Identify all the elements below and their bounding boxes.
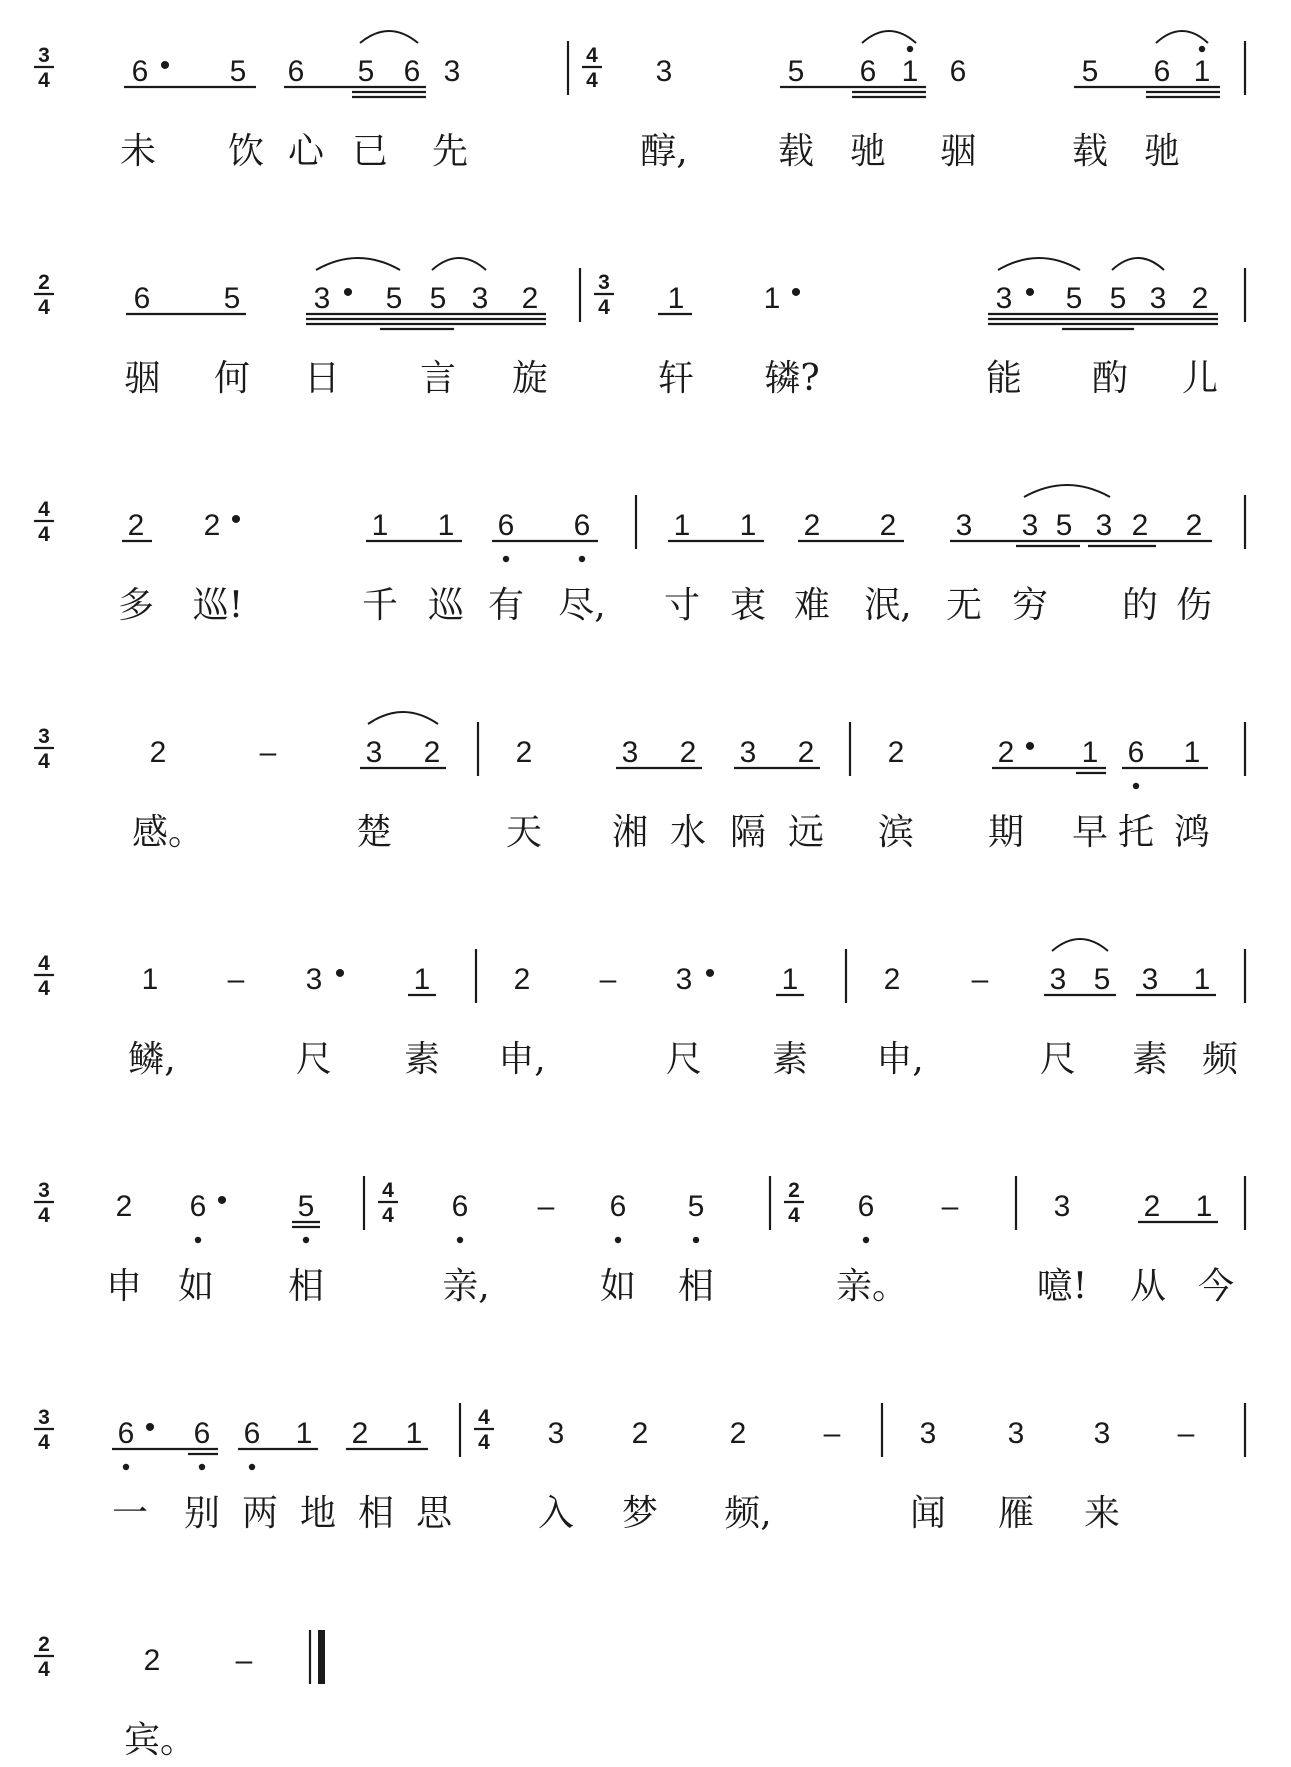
note: 2 — [879, 509, 897, 542]
augmentation-dot: • — [216, 1184, 228, 1217]
lyric-syllable: 穷 — [1011, 585, 1049, 626]
augmentation-dot: • — [790, 276, 802, 309]
lyric-syllable: 尺 — [1039, 1039, 1077, 1080]
lyric-syllable: 尺 — [295, 1039, 333, 1080]
lyric-syllable: 日 — [303, 358, 341, 399]
time-signature-denominator: 4 — [38, 1431, 50, 1454]
lyric-syllable: 未 — [119, 131, 157, 172]
time-signature-numerator: 4 — [38, 952, 50, 975]
lyric-syllable: 远 — [787, 812, 825, 853]
note: 2 — [997, 736, 1015, 769]
lyric-syllable: 儿 — [1181, 358, 1219, 399]
lyric-syllable: 地 — [299, 1493, 337, 1534]
note: 2 — [887, 736, 905, 769]
time-signature-denominator: 4 — [788, 1204, 800, 1227]
dash-extension: – — [599, 963, 617, 996]
note: 5 — [687, 1190, 705, 1223]
note: 2 — [423, 736, 441, 769]
lyric-syllable: 鸿 — [1173, 812, 1211, 853]
note: 1 — [1193, 963, 1211, 996]
lyric-syllable: 已 — [351, 131, 389, 172]
slur — [1112, 258, 1164, 270]
dash-extension: – — [971, 963, 989, 996]
lyric-syllable: 先 — [431, 131, 469, 172]
note: 5 — [1081, 55, 1099, 88]
note: 2 — [203, 509, 221, 542]
note: 2 — [797, 736, 815, 769]
slur — [360, 31, 418, 43]
dash-extension: – — [227, 963, 245, 996]
note: 6 — [131, 55, 149, 88]
note: 3 — [1053, 1190, 1071, 1223]
note: 6 — [133, 282, 151, 315]
lyric-syllable: 巡 — [427, 585, 465, 626]
note: 2 — [1131, 509, 1149, 542]
lyric-syllable: 伤 — [1175, 585, 1213, 626]
lyric-syllable: 骃 — [123, 358, 161, 399]
slur — [432, 258, 486, 270]
time-signature-denominator: 4 — [598, 296, 610, 319]
note: 3 — [739, 736, 757, 769]
note: 6 — [857, 1190, 875, 1223]
lyric-syllable: 泯, — [864, 585, 912, 626]
lyric-syllable: 素 — [771, 1039, 809, 1080]
note: 5 — [1065, 282, 1083, 315]
note: 5 — [787, 55, 805, 88]
note: 6 — [403, 55, 421, 88]
augmentation-dot: • — [342, 276, 354, 309]
time-signature-numerator: 3 — [598, 271, 610, 294]
lyric-syllable: 能 — [985, 358, 1023, 399]
note: 5 — [1093, 963, 1111, 996]
lyric-syllable: 尽, — [558, 585, 606, 626]
low-octave-dot — [503, 556, 509, 562]
lyric-syllable: 驰 — [849, 131, 887, 172]
note: 3 — [1149, 282, 1167, 315]
lyric-syllable: 寸 — [663, 585, 701, 626]
note: 2 — [1191, 282, 1209, 315]
lyric-syllable: 巡! — [192, 585, 244, 626]
augmentation-dot: • — [159, 49, 171, 82]
lyric-syllable: 期 — [987, 812, 1025, 853]
low-octave-dot — [863, 1237, 869, 1243]
time-signature-numerator: 2 — [38, 271, 50, 294]
note: 2 — [631, 1417, 649, 1450]
note: 2 — [1143, 1190, 1161, 1223]
time-signature-denominator: 4 — [38, 750, 50, 773]
time-signature-denominator: 4 — [38, 296, 50, 319]
slur — [998, 258, 1080, 270]
lyric-syllable: 亲。 — [835, 1266, 909, 1307]
note: 3 — [675, 963, 693, 996]
lyric-syllable: 无 — [945, 585, 983, 626]
note: 1 — [141, 963, 159, 996]
slur — [1156, 31, 1208, 43]
augmentation-dot: • — [1024, 276, 1036, 309]
time-signature-numerator: 3 — [38, 44, 50, 67]
lyric-syllable: 骃 — [939, 131, 977, 172]
note: 2 — [513, 963, 531, 996]
lyric-syllable: 入 — [537, 1493, 575, 1534]
lyric-syllable: 申, — [498, 1039, 546, 1080]
lyric-syllable: 相 — [357, 1493, 395, 1534]
lyric-syllable: 言 — [419, 358, 457, 399]
lyric-syllable: 水 — [669, 812, 707, 853]
note: 1 — [413, 963, 431, 996]
note: 6 — [451, 1190, 469, 1223]
lyric-syllable: 饮 — [227, 131, 265, 172]
note: 3 — [995, 282, 1013, 315]
note: 6 — [287, 55, 305, 88]
augmentation-dot: • — [704, 957, 716, 990]
note: 1 — [901, 55, 919, 88]
lyric-syllable: 梦 — [621, 1493, 659, 1534]
lyric-syllable: 早 — [1071, 812, 1109, 853]
lyric-syllable: 如 — [599, 1266, 637, 1307]
lyric-syllable: 闻 — [909, 1493, 947, 1534]
time-signature-denominator: 4 — [38, 69, 50, 92]
lyric-syllable: 尺 — [665, 1039, 703, 1080]
note: 3 — [365, 736, 383, 769]
note: 6 — [1127, 736, 1145, 769]
note: 3 — [1095, 509, 1113, 542]
note: 5 — [1055, 509, 1073, 542]
note: 5 — [1109, 282, 1127, 315]
note: 6 — [573, 509, 591, 542]
lyric-syllable: 辚? — [764, 358, 820, 399]
lyric-syllable: 频 — [1201, 1039, 1239, 1080]
note: 2 — [351, 1417, 369, 1450]
lyric-syllable: 相 — [287, 1266, 325, 1307]
note: 3 — [1049, 963, 1067, 996]
note: 1 — [1183, 736, 1201, 769]
note: 1 — [437, 509, 455, 542]
note: 3 — [621, 736, 639, 769]
note: 6 — [189, 1190, 207, 1223]
note: 3 — [471, 282, 489, 315]
note: 1 — [673, 509, 691, 542]
low-octave-dot — [579, 556, 585, 562]
note: 5 — [357, 55, 375, 88]
note: 6 — [193, 1417, 211, 1450]
note: 5 — [297, 1190, 315, 1223]
note: 1 — [1195, 1190, 1213, 1223]
time-signature-denominator: 4 — [382, 1204, 394, 1227]
dash-extension: – — [235, 1644, 253, 1677]
slur — [1052, 939, 1108, 951]
note: 2 — [883, 963, 901, 996]
lyric-syllable: 思 — [415, 1493, 453, 1534]
augmentation-dot: • — [230, 503, 242, 536]
low-octave-dot — [199, 1464, 205, 1470]
lyric-syllable: 的 — [1121, 585, 1159, 626]
time-signature-numerator: 4 — [38, 498, 50, 521]
low-octave-dot — [249, 1464, 255, 1470]
note: 6 — [243, 1417, 261, 1450]
note: 6 — [859, 55, 877, 88]
note: 3 — [655, 55, 673, 88]
note: 3 — [547, 1417, 565, 1450]
lyric-syllable: 驰 — [1143, 131, 1181, 172]
note: 1 — [1081, 736, 1099, 769]
slur — [1024, 485, 1110, 497]
lyric-syllable: 多 — [117, 585, 155, 626]
time-signature-numerator: 2 — [788, 1179, 800, 1202]
lyric-syllable: 素 — [403, 1039, 441, 1080]
low-octave-dot — [693, 1237, 699, 1243]
lyric-syllable: 载 — [777, 131, 815, 172]
note: 2 — [515, 736, 533, 769]
note: 1 — [371, 509, 389, 542]
lyric-syllable: 千 — [361, 585, 399, 626]
time-signature-denominator: 4 — [38, 977, 50, 1000]
lyric-syllable: 湘 — [611, 812, 649, 853]
time-signature-numerator: 4 — [478, 1406, 490, 1429]
time-signature-denominator: 4 — [38, 1204, 50, 1227]
lyric-syllable: 楚 — [355, 812, 393, 853]
time-signature-numerator: 2 — [38, 1633, 50, 1656]
lyric-syllable: 滨 — [877, 812, 915, 853]
note: 2 — [803, 509, 821, 542]
note: 1 — [781, 963, 799, 996]
low-octave-dot — [195, 1237, 201, 1243]
augmentation-dot: • — [334, 957, 346, 990]
lyric-syllable: 相 — [677, 1266, 715, 1307]
dash-extension: – — [823, 1417, 841, 1450]
lyric-syllable: 亲, — [442, 1266, 490, 1307]
time-signature-denominator: 4 — [38, 523, 50, 546]
time-signature-numerator: 4 — [586, 44, 598, 67]
time-signature-denominator: 4 — [586, 69, 598, 92]
lyric-syllable: 难 — [793, 585, 831, 626]
lyric-syllable: 醇, — [640, 131, 688, 172]
note: 2 — [521, 282, 539, 315]
note: 2 — [143, 1644, 161, 1677]
slur — [862, 31, 916, 43]
lyric-syllable: 别 — [183, 1493, 221, 1534]
lyric-syllable: 素 — [1131, 1039, 1169, 1080]
time-signature-denominator: 4 — [478, 1431, 490, 1454]
dash-extension: – — [259, 736, 277, 769]
lyric-syllable: 申, — [876, 1039, 924, 1080]
lyric-syllable: 旋 — [511, 358, 549, 399]
lyric-syllable: 一 — [111, 1493, 149, 1534]
lyric-syllable: 托 — [1117, 812, 1155, 853]
note: 3 — [1141, 963, 1159, 996]
note: 6 — [1153, 55, 1171, 88]
note: 6 — [949, 55, 967, 88]
slur — [316, 258, 400, 270]
note: 3 — [919, 1417, 937, 1450]
note: 6 — [497, 509, 515, 542]
lyric-syllable: 天 — [505, 812, 543, 853]
note: 5 — [223, 282, 241, 315]
dash-extension: – — [537, 1190, 555, 1223]
lyric-syllable: 宾。 — [123, 1720, 197, 1761]
low-octave-dot — [123, 1464, 129, 1470]
time-signature-numerator: 3 — [38, 1179, 50, 1202]
low-octave-dot — [1133, 783, 1139, 789]
note: 3 — [1007, 1417, 1025, 1450]
lyric-syllable: 申 — [105, 1266, 143, 1307]
lyric-syllable: 载 — [1071, 131, 1109, 172]
note: 2 — [115, 1190, 133, 1223]
lyric-syllable: 衷 — [729, 585, 767, 626]
lyric-syllable: 两 — [241, 1493, 279, 1534]
low-octave-dot — [615, 1237, 621, 1243]
note: 1 — [739, 509, 757, 542]
note: 1 — [295, 1417, 313, 1450]
high-octave-dot — [1199, 46, 1205, 52]
note: 6 — [117, 1417, 135, 1450]
lyric-syllable: 鳞, — [128, 1039, 176, 1080]
lyric-syllable: 频, — [724, 1493, 772, 1534]
time-signature-numerator: 3 — [38, 725, 50, 748]
lyric-syllable: 感。 — [131, 812, 205, 853]
dash-extension: – — [1177, 1417, 1195, 1450]
low-octave-dot — [303, 1237, 309, 1243]
augmentation-dot: • — [1024, 730, 1036, 763]
note: 3 — [955, 509, 973, 542]
note: 5 — [229, 55, 247, 88]
lyric-syllable: 隔 — [729, 812, 767, 853]
note: 1 — [1193, 55, 1211, 88]
slur — [368, 712, 438, 724]
dash-extension: – — [941, 1190, 959, 1223]
note: 6 — [609, 1190, 627, 1223]
lyric-syllable: 酌 — [1091, 358, 1129, 399]
lyric-syllable: 有 — [487, 585, 525, 626]
note: 2 — [729, 1417, 747, 1450]
low-octave-dot — [457, 1237, 463, 1243]
note: 5 — [385, 282, 403, 315]
note: 3 — [305, 963, 323, 996]
note: 2 — [149, 736, 167, 769]
lyric-syllable: 何 — [213, 358, 251, 399]
note: 5 — [429, 282, 447, 315]
note: 3 — [443, 55, 461, 88]
time-signature-numerator: 4 — [382, 1179, 394, 1202]
note: 2 — [127, 509, 145, 542]
time-signature-denominator: 4 — [38, 1658, 50, 1681]
lyric-syllable: 从 — [1129, 1266, 1167, 1307]
final-bar-thick — [318, 1630, 325, 1684]
lyric-syllable: 心 — [287, 131, 325, 172]
note: 1 — [763, 282, 781, 315]
lyric-syllable: 今 — [1197, 1266, 1235, 1307]
note: 1 — [667, 282, 685, 315]
lyric-syllable: 如 — [177, 1266, 215, 1307]
time-signature-numerator: 3 — [38, 1406, 50, 1429]
note: 2 — [1185, 509, 1203, 542]
lyric-syllable: 轩 — [657, 358, 695, 399]
note: 1 — [405, 1417, 423, 1450]
lyric-syllable: 噫! — [1036, 1266, 1088, 1307]
note: 3 — [313, 282, 331, 315]
high-octave-dot — [907, 46, 913, 52]
note: 2 — [679, 736, 697, 769]
lyric-syllable: 雁 — [997, 1493, 1035, 1534]
note: 3 — [1021, 509, 1039, 542]
note: 3 — [1093, 1417, 1111, 1450]
augmentation-dot: • — [144, 1411, 156, 1444]
lyric-syllable: 来 — [1083, 1493, 1121, 1534]
